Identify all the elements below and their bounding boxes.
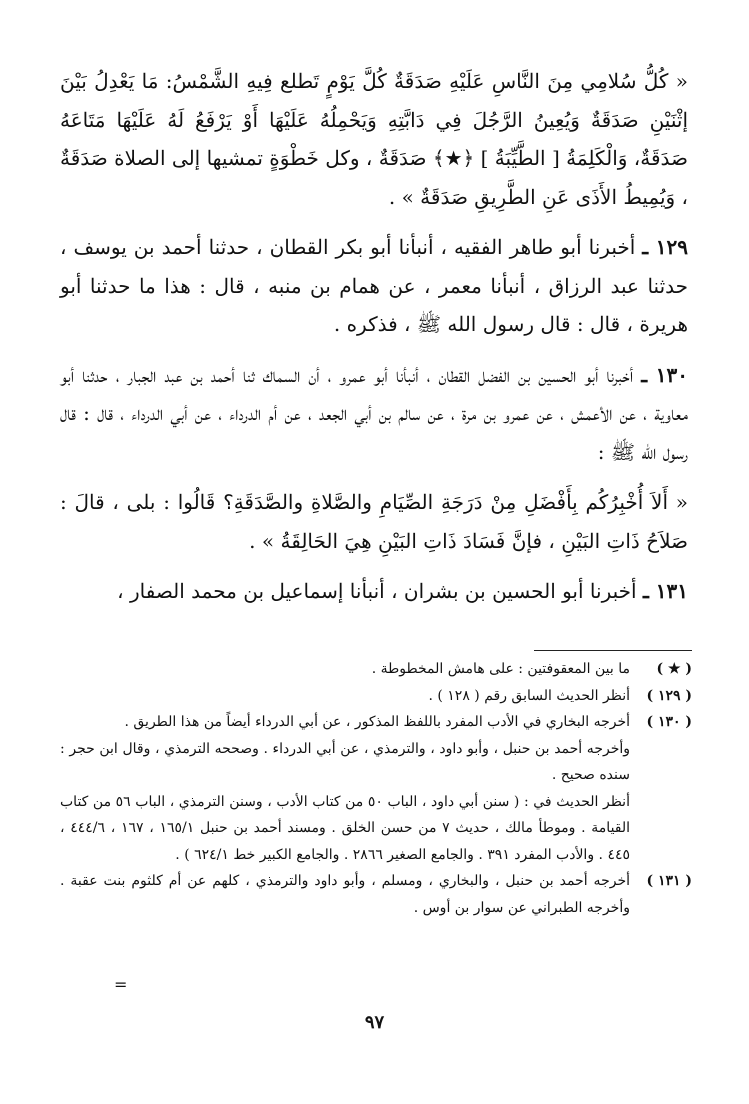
footnote-label: ( ١٣١ ) xyxy=(646,873,692,889)
paragraph-number: ١٢٩ ـ xyxy=(642,235,688,259)
footnote-label: ( ١٢٩ ) xyxy=(646,687,692,704)
hadith-continuation xyxy=(60,62,688,216)
footnote-line: ما بين المعقوفتين : على هامش المخطوطة . xyxy=(371,661,630,677)
paragraph-text: « أَلاَ أُخْبِرُكُم بِأَفْضَلِ مِنْ دَرَجَةِ الصِّيَامِ والصَّلاةِ والصَّدَقَةِ؟ قَالُوا : بلى ، قالَ : صَلاَحُ ذَاتِ البَيْنِ ، فإنَّ فَسَادَ ذَاتِ البَيْنِ هِيَ الحَالِقَةُ » . xyxy=(60,490,688,553)
footnote-line: أخرجه أحمد بن حنبل ، والبخاري ، ومسلم ، وأبو داود والترمذي ، كلهم عن أم كلثوم بنت عقبة . وأخرجه الطبراني عن سوار بن أوس . xyxy=(60,873,630,916)
footnote-131 xyxy=(60,868,692,921)
paragraph-129 xyxy=(60,228,688,344)
continuation-mark: = xyxy=(114,975,128,994)
hadith-quote xyxy=(60,483,688,560)
footnotes xyxy=(60,656,692,921)
paragraph-text: « كُلُّ سُلامِي مِنَ النَّاسِ عَلَيْهِ صَدَقَةٌ كُلَّ يَوْمٍ تَطلع فِيهِ الشَّمْسُ: مَا يَعْدِلُ بَيْنَ إثْنَيْنِ صَدَقَةٌ وَيُعِينُ الرَّجُلَ فِي دَابَّتِهِ وَيَحْمِلُهُ عَلَيْهَا أَوْ يَرْفَعُ لَهُ عَلَيْهَا مَتَاعَهُ صَدَقَةٌ، وَالْكَلِمَةُ [ الطَّيِّبَةُ ] ﴿★﴾ صَدَقَةٌ ، وكل خَطْوَةٍ تمشيها إلى الصلاة صَدَقَةٌ ، وَيُمِيطُ الأَذَى عَنِ الطَّرِيقِ صَدَقَةٌ » . xyxy=(60,69,688,209)
main-text xyxy=(60,62,688,623)
footnote-body xyxy=(60,683,630,710)
footnote-separator xyxy=(534,650,692,651)
page-number: ٩٧ xyxy=(364,1012,385,1033)
footnote-line: أخرجه البخاري في الأدب المفرد باللفظ المذكور ، عن أبي الدرداء أيضاً من هذا الطريق . xyxy=(124,714,630,730)
footnote-line: أنظر الحديث في : ( سنن أبي داود ، الباب ٥٠ من كتاب الأدب ، وسنن الترمذي ، الباب ٥٦ من كتاب القيامة . وموطأ مالك ، حديث ٧ من حسن الخلق . ومسند أحمد بن حنبل ١٦٥/١ ، ١٦٧ ، ٤٤٤/٦ ، ٤٤٥ . والأدب المفرد ٣٩١ . والجامع الصغير ٢٨٦٦ . والجامع الكبير خط ٦٢٤/١ ) . xyxy=(60,793,631,863)
footnote-body xyxy=(60,656,630,683)
footnote-130 xyxy=(60,709,692,868)
paragraph-text: أخبرنا أبو الحسين بن الفضل القطان ، أنبأنا أبو عمرو ، أن السماك ثنا أحمد بن عبد الجبار ، حدثنا أبو معاوية ، عن الأعمش ، عن عمرو بن مرة ، عن سالم بن أبي الجعد ، عن أم الدرداء ، عن أبي الدرداء ، قال : قال رسول الله ﷺ : xyxy=(60,362,688,464)
paragraph-130 xyxy=(60,356,688,472)
footnote-body xyxy=(60,868,630,921)
footnote-line: أنظر الحديث السابق رقم ( ١٢٨ ) . xyxy=(428,687,630,704)
footnote-129 xyxy=(60,683,692,710)
paragraph-text: أخبرنا أبو الحسين بن بشران ، أنبأنا إسماعيل بن محمد الصفار ، xyxy=(117,579,637,603)
footnote-label: ( ★ ) xyxy=(656,661,692,677)
footnote-line: وأخرجه أحمد بن حنبل ، وأبو داود ، والترمذي ، عن أبي الدرداء . وصححه الترمذي ، وقال ابن حجر : سنده صحيح . xyxy=(60,740,630,783)
footnote-label: ( ١٣٠ ) xyxy=(646,714,692,730)
paragraph-131 xyxy=(60,572,688,611)
footnote-star xyxy=(60,656,692,683)
footnote-body xyxy=(60,709,630,868)
paragraph-number: ١٣١ ـ xyxy=(642,579,688,603)
paragraph-number: ١٣٠ ـ xyxy=(641,362,688,387)
paragraph-text: أخبرنا أبو طاهر الفقيه ، أنبأنا أبو بكر القطان ، حدثنا أحمد بن يوسف ، حدثنا عبد الرزاق ، أنبأنا معمر ، عن همام بن منبه ، قال : هذا ما حدثنا أبو هريرة ، قال : قال رسول الله ﷺ ، فذكره . xyxy=(60,235,688,336)
